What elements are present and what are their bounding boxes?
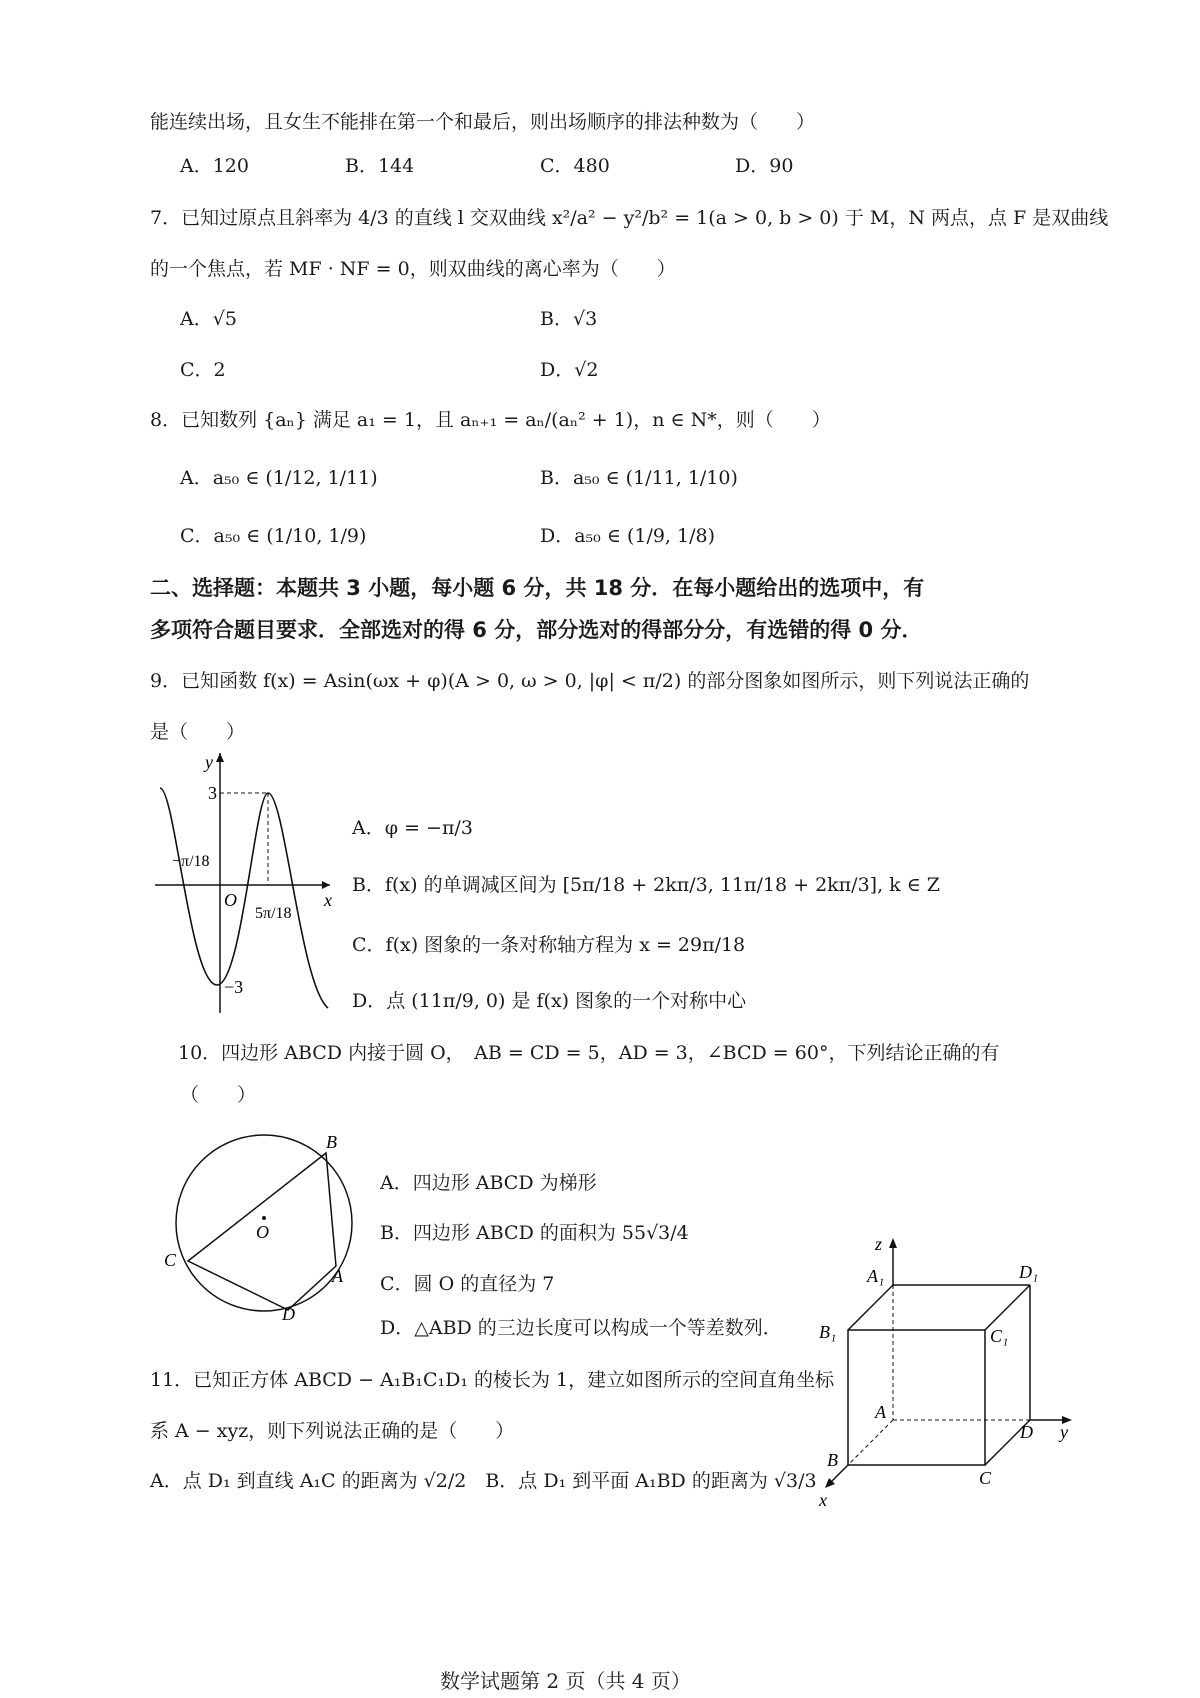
q9-origin-label: O bbox=[224, 890, 237, 910]
q10-label-a: A bbox=[332, 1266, 343, 1286]
q9-option-a: A．φ = −π/3 bbox=[352, 817, 473, 839]
q11-line-1: 11．已知正方体 ABCD − A₁B₁C₁D₁ 的棱长为 1，建立如图所示的空间直角坐标 bbox=[150, 1369, 835, 1391]
q6-option-a: A．120 bbox=[180, 155, 249, 177]
q11-label-c: C bbox=[979, 1468, 992, 1488]
q10-label-o: O bbox=[256, 1222, 269, 1242]
q11-label-y: y bbox=[1060, 1422, 1068, 1442]
q9-option-b: B．f(x) 的单调减区间为 [5π/18 + 2kπ/3, 11π/18 + 2kπ/3], k ∈ Z bbox=[352, 874, 941, 896]
q10-option-b: B．四边形 ABCD 的面积为 55√3/4 bbox=[380, 1222, 689, 1244]
q11-label-a: A bbox=[875, 1402, 886, 1422]
q7-line-1: 7．已知过原点且斜率为 4/3 的直线 l 交双曲线 x²/a² − y²/b² = 1(a > 0, b > 0) 于 M，N 两点，点 F 是双曲线 bbox=[150, 207, 1109, 229]
q10-option-d: D．△ABD 的三边长度可以构成一个等差数列． bbox=[380, 1317, 782, 1339]
q9-min-label: −3 bbox=[224, 977, 244, 997]
q9-line-2: 是（ ） bbox=[150, 721, 246, 743]
section-2-heading-line-1: 二、选择题：本题共 3 小题，每小题 6 分，共 18 分．在每小题给出的选项中，有 bbox=[150, 576, 925, 600]
q11-cube-figure bbox=[815, 1230, 1085, 1520]
q9-sine-curve bbox=[160, 788, 328, 1008]
q9-sine-graph bbox=[150, 748, 335, 1018]
q7-option-b: B．√3 bbox=[540, 308, 598, 330]
q6-option-d: D．90 bbox=[735, 155, 794, 177]
q10-label-b: B bbox=[326, 1132, 337, 1152]
page-footer: 数学试题第 2 页（共 4 页） bbox=[440, 1669, 691, 1693]
q11-line-3: A．点 D₁ 到直线 A₁C 的距离为 √2/2 B．点 D₁ 到平面 A₁BD 的距离为 √3/3 bbox=[150, 1470, 817, 1492]
q10-option-a: A．四边形 ABCD 为梯形 bbox=[380, 1172, 597, 1194]
q10-line-1: 10．四边形 ABCD 内接于圆 O， AB = CD = 5，AD = 3，∠BCD = 60°，下列结论正确的有 bbox=[178, 1042, 1000, 1064]
q8-option-c: C．a₅₀ ∈ (1/10, 1/9) bbox=[180, 525, 367, 547]
q6-stem-tail: 能连续出场，且女生不能排在第一个和最后，则出场顺序的排法种数为（ ） bbox=[150, 111, 816, 133]
q11-label-d1: D₁ bbox=[1019, 1262, 1039, 1282]
q10-circle-figure bbox=[160, 1130, 360, 1325]
q9-max-label: 3 bbox=[208, 783, 217, 803]
q7-option-d: D．√2 bbox=[540, 359, 599, 381]
q11-label-x: x bbox=[819, 1490, 827, 1510]
q7-line-2: 的一个焦点，若 MF · NF = 0，则双曲线的离心率为（ ） bbox=[150, 258, 676, 280]
q9-option-c: C．f(x) 图象的一条对称轴方程为 x = 29π/18 bbox=[352, 934, 746, 956]
q11-label-b: B bbox=[827, 1450, 838, 1470]
q9-y-axis-label: y bbox=[205, 752, 213, 772]
q10-option-c: C．圆 O 的直径为 7 bbox=[380, 1273, 555, 1295]
q7-option-a: A．√5 bbox=[180, 308, 237, 330]
q11-label-z: z bbox=[875, 1234, 883, 1254]
q11-line-2: 系 A − xyz，则下列说法正确的是（ ） bbox=[150, 1420, 515, 1442]
q9-line-1: 9．已知函数 f(x) = Asin(ωx + φ)(A > 0, ω > 0, |φ| < π/2) 的部分图象如图所示，则下列说法正确的 bbox=[150, 670, 1030, 692]
q6-option-c: C．480 bbox=[540, 155, 610, 177]
q10-label-d: D bbox=[282, 1304, 295, 1324]
q10-line-2: （ ） bbox=[180, 1084, 257, 1106]
q9-x-axis-label: x bbox=[324, 890, 332, 910]
section-2-heading-line-2: 多项符合题目要求．全部选对的得 6 分，部分选对的得部分分，有选错的得 0 分． bbox=[150, 618, 923, 642]
q9-left-zero-label: −π/18 bbox=[172, 853, 210, 870]
q11-label-d: D bbox=[1020, 1422, 1033, 1442]
q8-stem: 8．已知数列 {aₙ} 满足 a₁ = 1，且 aₙ₊₁ = aₙ/(aₙ² + 1)，n ∈ N*，则（ ） bbox=[150, 409, 831, 431]
q8-option-d: D．a₅₀ ∈ (1/9, 1/8) bbox=[540, 525, 715, 547]
q9-peak-x-label: 5π/18 bbox=[255, 905, 292, 922]
q6-option-b: B．144 bbox=[345, 155, 415, 177]
q7-option-c: C．2 bbox=[180, 359, 226, 381]
q9-option-d: D．点 (11π/9, 0) 是 f(x) 图象的一个对称中心 bbox=[352, 990, 747, 1012]
q11-label-b1: B₁ bbox=[819, 1322, 837, 1342]
q8-option-b: B．a₅₀ ∈ (1/11, 1/10) bbox=[540, 467, 738, 489]
q11-label-a1: A₁ bbox=[867, 1266, 885, 1286]
q10-label-c: C bbox=[164, 1250, 177, 1270]
q11-label-c1: C₁ bbox=[990, 1326, 1009, 1346]
q8-option-a: A．a₅₀ ∈ (1/12, 1/11) bbox=[180, 467, 378, 489]
